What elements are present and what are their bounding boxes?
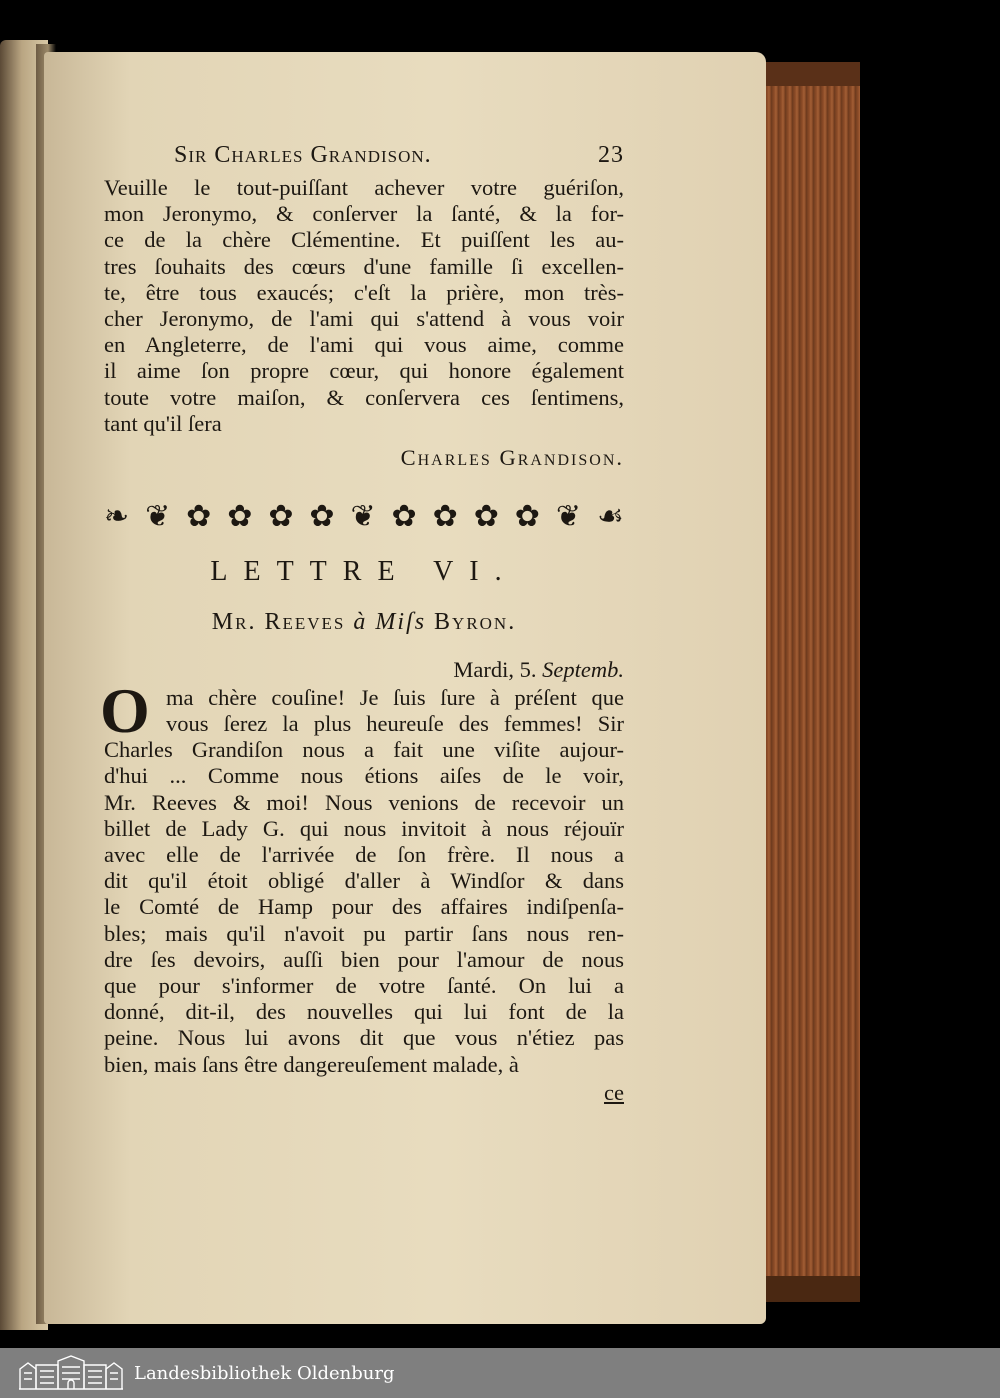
letter-v-closing: [104, 175, 624, 437]
text-line: Mr. Reeves & moi! Nous venions de recevoir un: [104, 789, 624, 815]
date-month: Septemb.: [542, 656, 624, 682]
library-building-icon: [18, 1355, 124, 1391]
fleuron-icon: ❦: [555, 500, 581, 534]
fleuron-icon: ✿: [227, 500, 253, 534]
text-line: tant qu'il ſera: [104, 410, 222, 436]
page-number: 23: [598, 142, 624, 168]
page-block-edge: [764, 62, 860, 1302]
text-line: toute votre maiſon, & conſervera ces ſentimens,: [104, 384, 624, 410]
date-day: Mardi, 5.: [453, 656, 537, 682]
text-line: bles; mais qu'il n'avoit pu partir ſans nous ren-: [104, 920, 624, 946]
text-line: que pour s'informer de votre ſanté. On lui a: [104, 972, 624, 998]
letter-from: Mr. Reeves: [211, 608, 346, 635]
fleuron-icon: ✿: [514, 500, 540, 534]
fleuron-icon: ✿: [473, 500, 499, 534]
running-head: [104, 142, 624, 169]
text-line: tres ſouhaits des cœurs d'une famille ſi excellen-: [104, 253, 624, 279]
letter-opening: [100, 674, 624, 746]
text-line: dre ſes devoirs, auſſi bien pour l'amour de nous: [104, 946, 624, 972]
text-line: ma chère couſine! Je ſuis ſure à préſent que: [166, 684, 624, 710]
text-line: te, être tous exaucés; c'eſt la prière, mon très-: [104, 279, 624, 305]
text-line: billet de Lady G. qui nous invitoit à nous réjouïr: [104, 815, 624, 841]
letter-to: Byron.: [434, 608, 517, 635]
opening-lines: [104, 685, 624, 737]
text-line: Veuille le tout-puiſſant achever votre guériſon,: [104, 175, 624, 200]
letter-title: LETTRE VI.: [210, 555, 518, 587]
ornament-band: [104, 497, 624, 537]
signature: Charles Grandison.: [400, 444, 624, 470]
letter-miss: Miſs: [375, 608, 427, 635]
cover-bottom-edge: [764, 1276, 860, 1302]
fleuron-icon: ✿: [391, 500, 417, 534]
fleuron-icon: ☙: [596, 500, 624, 534]
letter-connector: à: [353, 608, 368, 635]
footer-bar: [0, 1348, 1000, 1398]
text-line: peine. Nous lui avons dit que vous n'étiez pas: [104, 1025, 624, 1051]
text-line: vous ſerez la plus heureuſe des femmes! Sir: [166, 711, 624, 737]
fleuron-icon: ❦: [145, 500, 171, 534]
text-line: il aime ſon propre cœur, qui honore également: [104, 358, 624, 384]
library-name: Landesbibliothek Oldenburg: [134, 1362, 395, 1384]
fleuron-icon: ❦: [350, 500, 376, 534]
dateline: [104, 655, 624, 685]
letter-addressee: [104, 597, 624, 647]
fleuron-icon: ✿: [309, 500, 335, 534]
fleuron-icon: ✿: [432, 500, 458, 534]
text-line: le Comté de Hamp pour des affaires indiſpenſa-: [104, 894, 624, 920]
text-line: bien, mais ſans être dangereuſement malade, à: [104, 1051, 519, 1077]
text-line: en Angleterre, de l'ami qui vous aime, comme: [104, 332, 624, 358]
drop-cap: O: [100, 674, 150, 746]
text-line: donné, dit-il, des nouvelles qui lui font de la: [104, 999, 624, 1025]
text-line: Charles Grandiſon nous a fait une viſite aujour-: [104, 737, 624, 763]
cover-top-edge: [764, 62, 860, 86]
catchword: ce: [604, 1079, 624, 1105]
text-line: cher Jeronymo, de l'ami qui s'attend à vous voir: [104, 305, 624, 331]
page-text: [100, 142, 624, 1108]
fleuron-icon: ❧: [104, 500, 130, 534]
running-title: Sir Charles Grandison.: [174, 142, 432, 168]
text-line: avec elle de l'arrivée de ſon frère. Il nous a: [104, 842, 624, 867]
letter-body: [104, 737, 624, 1077]
text-line: dit qu'il étoit obligé d'aller à Windſor & dans: [104, 868, 624, 894]
fleuron-icon: ✿: [186, 500, 212, 534]
text-line: d'hui ... Comme nous étions aiſes de le voir,: [104, 763, 624, 789]
fleuron-icon: ✿: [268, 500, 294, 534]
text-line: mon Jeronymo, & conſerver la ſanté, & la for-: [104, 201, 624, 227]
text-line: ce de la chère Clémentine. Et puiſſent les au-: [104, 227, 624, 253]
